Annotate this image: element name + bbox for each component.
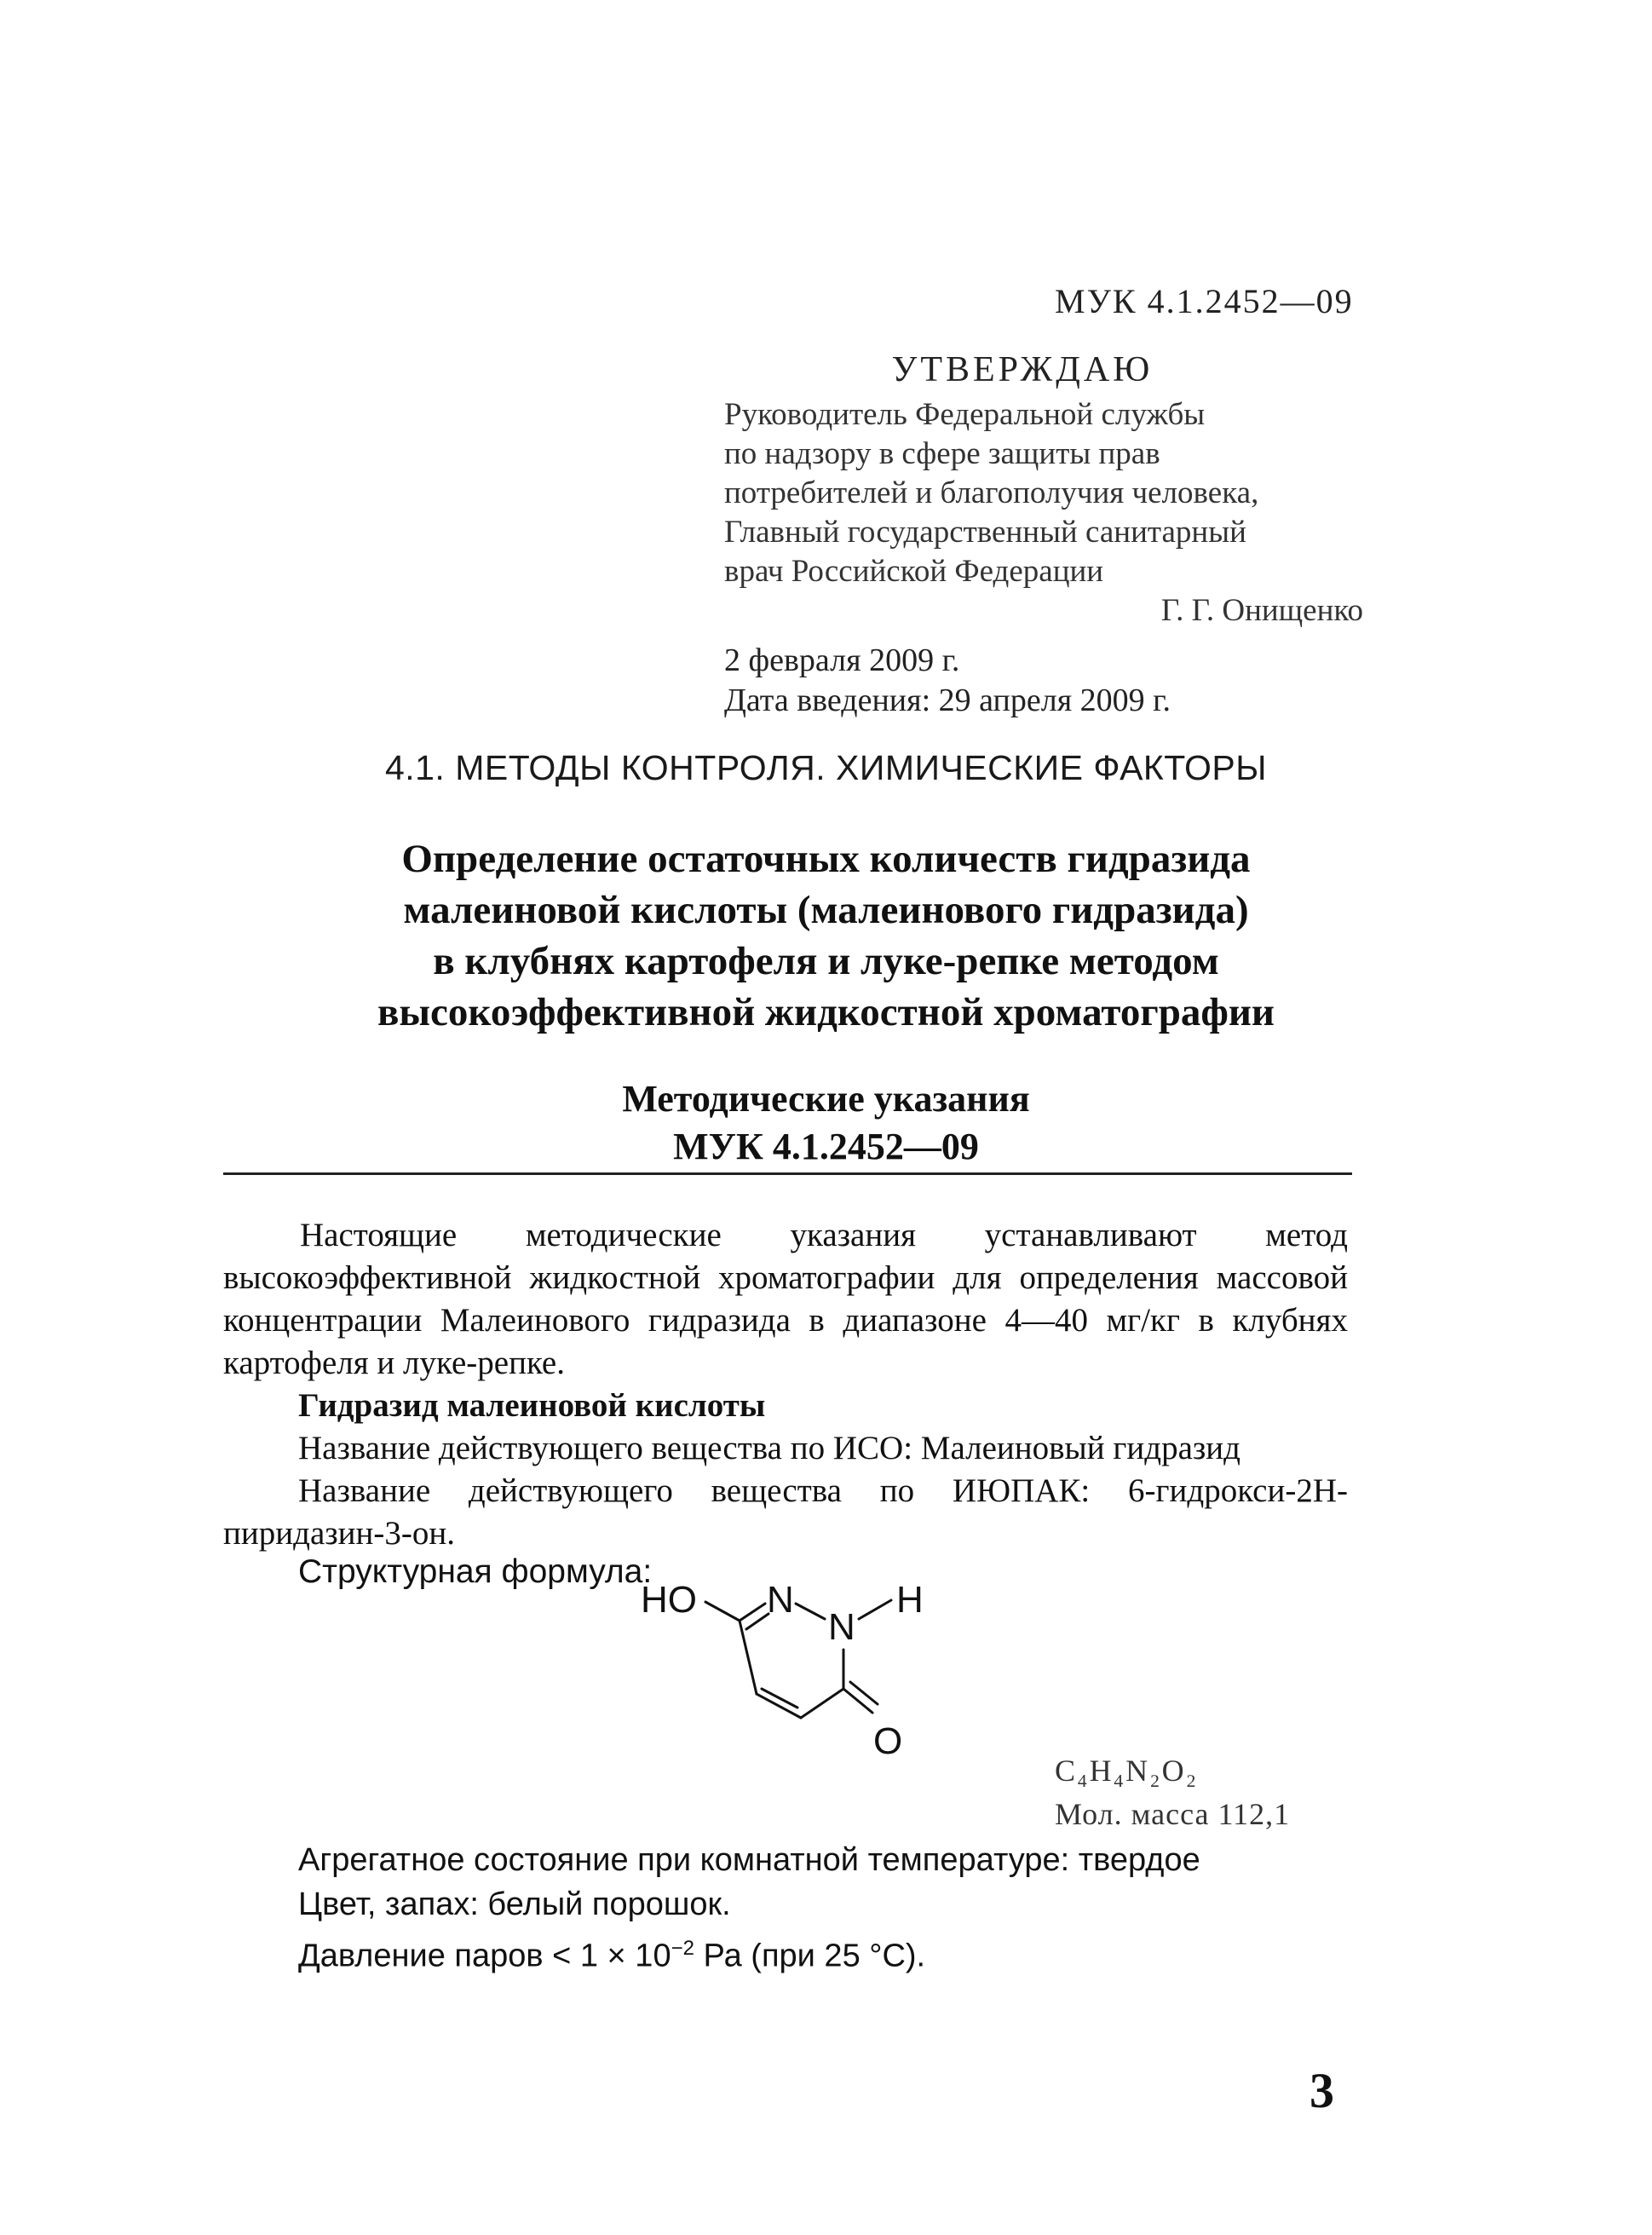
molecular-formula: C₄H₄N₂O₂ [1055, 1754, 1199, 1788]
atom-label: O [873, 1720, 903, 1762]
main-title [0, 833, 1652, 1038]
approval-line: потребителей и благополучия человека, [724, 475, 1259, 510]
iupac-name-line: Название действующего вещества по ИЮПАК: 6-гидрокси-2Н- [298, 1472, 1348, 1509]
bond-n-h [859, 1600, 891, 1619]
page-number: 3 [1310, 2063, 1334, 2118]
vapor-pressure [298, 1927, 925, 1978]
structural-formula-diagram [630, 1568, 954, 1772]
approval-line: Руководитель Федеральной службы [724, 397, 1206, 432]
iupac-name-line: пиридазин-3-он. [223, 1515, 456, 1552]
iso-name: Название действующего вещества по ИСО: Малеиновый гидразид [298, 1430, 1240, 1466]
molecular-mass: Мол. масса 112,1 [1055, 1797, 1291, 1831]
main-title-line: высокоэффективной жидкостной хроматографии [377, 990, 1275, 1034]
approval-signatory: Г. Г. Онищенко [1160, 593, 1363, 628]
bond-ho-c [705, 1602, 740, 1621]
vapor-pressure-exponent: −2 [671, 1937, 694, 1960]
aggregate-state: Агрегатное состояние при комнатной температуре: твердое [298, 1842, 1200, 1878]
vapor-pressure-suffix: Ра (при 25 °С). [694, 1938, 926, 1974]
introduction-date: Дата введения: 29 апреля 2009 г. [724, 683, 1171, 718]
main-title-line: Определение остаточных количеств гидразида [401, 837, 1251, 881]
bond-c-c [740, 1621, 757, 1694]
main-title-line: малеиновой кислоты (малеинового гидразида) [403, 888, 1249, 932]
bond-n-n [796, 1604, 825, 1619]
atom-label: HO [641, 1579, 697, 1621]
color-smell: Цвет, запах: белый порошок. [298, 1887, 731, 1922]
document-code: МУК 4.1.2452—09 [1055, 282, 1354, 320]
atom-label: N [828, 1606, 855, 1648]
document-number: МУК 4.1.2452—09 [673, 1126, 979, 1167]
approval-line: врач Российской Федерации [724, 554, 1104, 589]
atom-label: N [767, 1579, 794, 1621]
atom-label: H [896, 1579, 924, 1621]
section-title: 4.1. МЕТОДЫ КОНТРОЛЯ. ХИМИЧЕСКИЕ ФАКТОРЫ [384, 748, 1268, 787]
substance-heading: Гидразид малеиновой кислоты [298, 1387, 766, 1424]
document-type: Методические указания [622, 1078, 1030, 1120]
vapor-pressure-prefix: Давление паров < 1 × 10 [298, 1938, 671, 1974]
approval-block [724, 349, 1363, 721]
approval-date: 2 февраля 2009 г. [724, 642, 960, 678]
main-title-line: в клубнях картофеля и луке-репке методом [433, 939, 1219, 983]
bond-c-c [801, 1689, 843, 1718]
bond-c-n-double [746, 1614, 768, 1629]
title-divider [223, 1172, 1352, 1175]
intro-paragraph: Настоящие методические указания устанавливают метод высокоэффективной жидкостной хроматографии для определения массовой концентрации Малеинового гидразида в диапазоне 4—40 мг/кг в клубнях картофеля и луке-репке. [223, 1217, 1348, 1381]
bond-c-o-double [850, 1682, 878, 1704]
approval-title: УТВЕРЖДАЮ [891, 350, 1154, 389]
formula-label: Структурная формула: [298, 1553, 653, 1590]
approval-line: по надзору в сфере защиты прав [724, 436, 1160, 471]
approval-line: Главный государственный санитарный [724, 515, 1246, 550]
bond-c-o [843, 1689, 872, 1713]
